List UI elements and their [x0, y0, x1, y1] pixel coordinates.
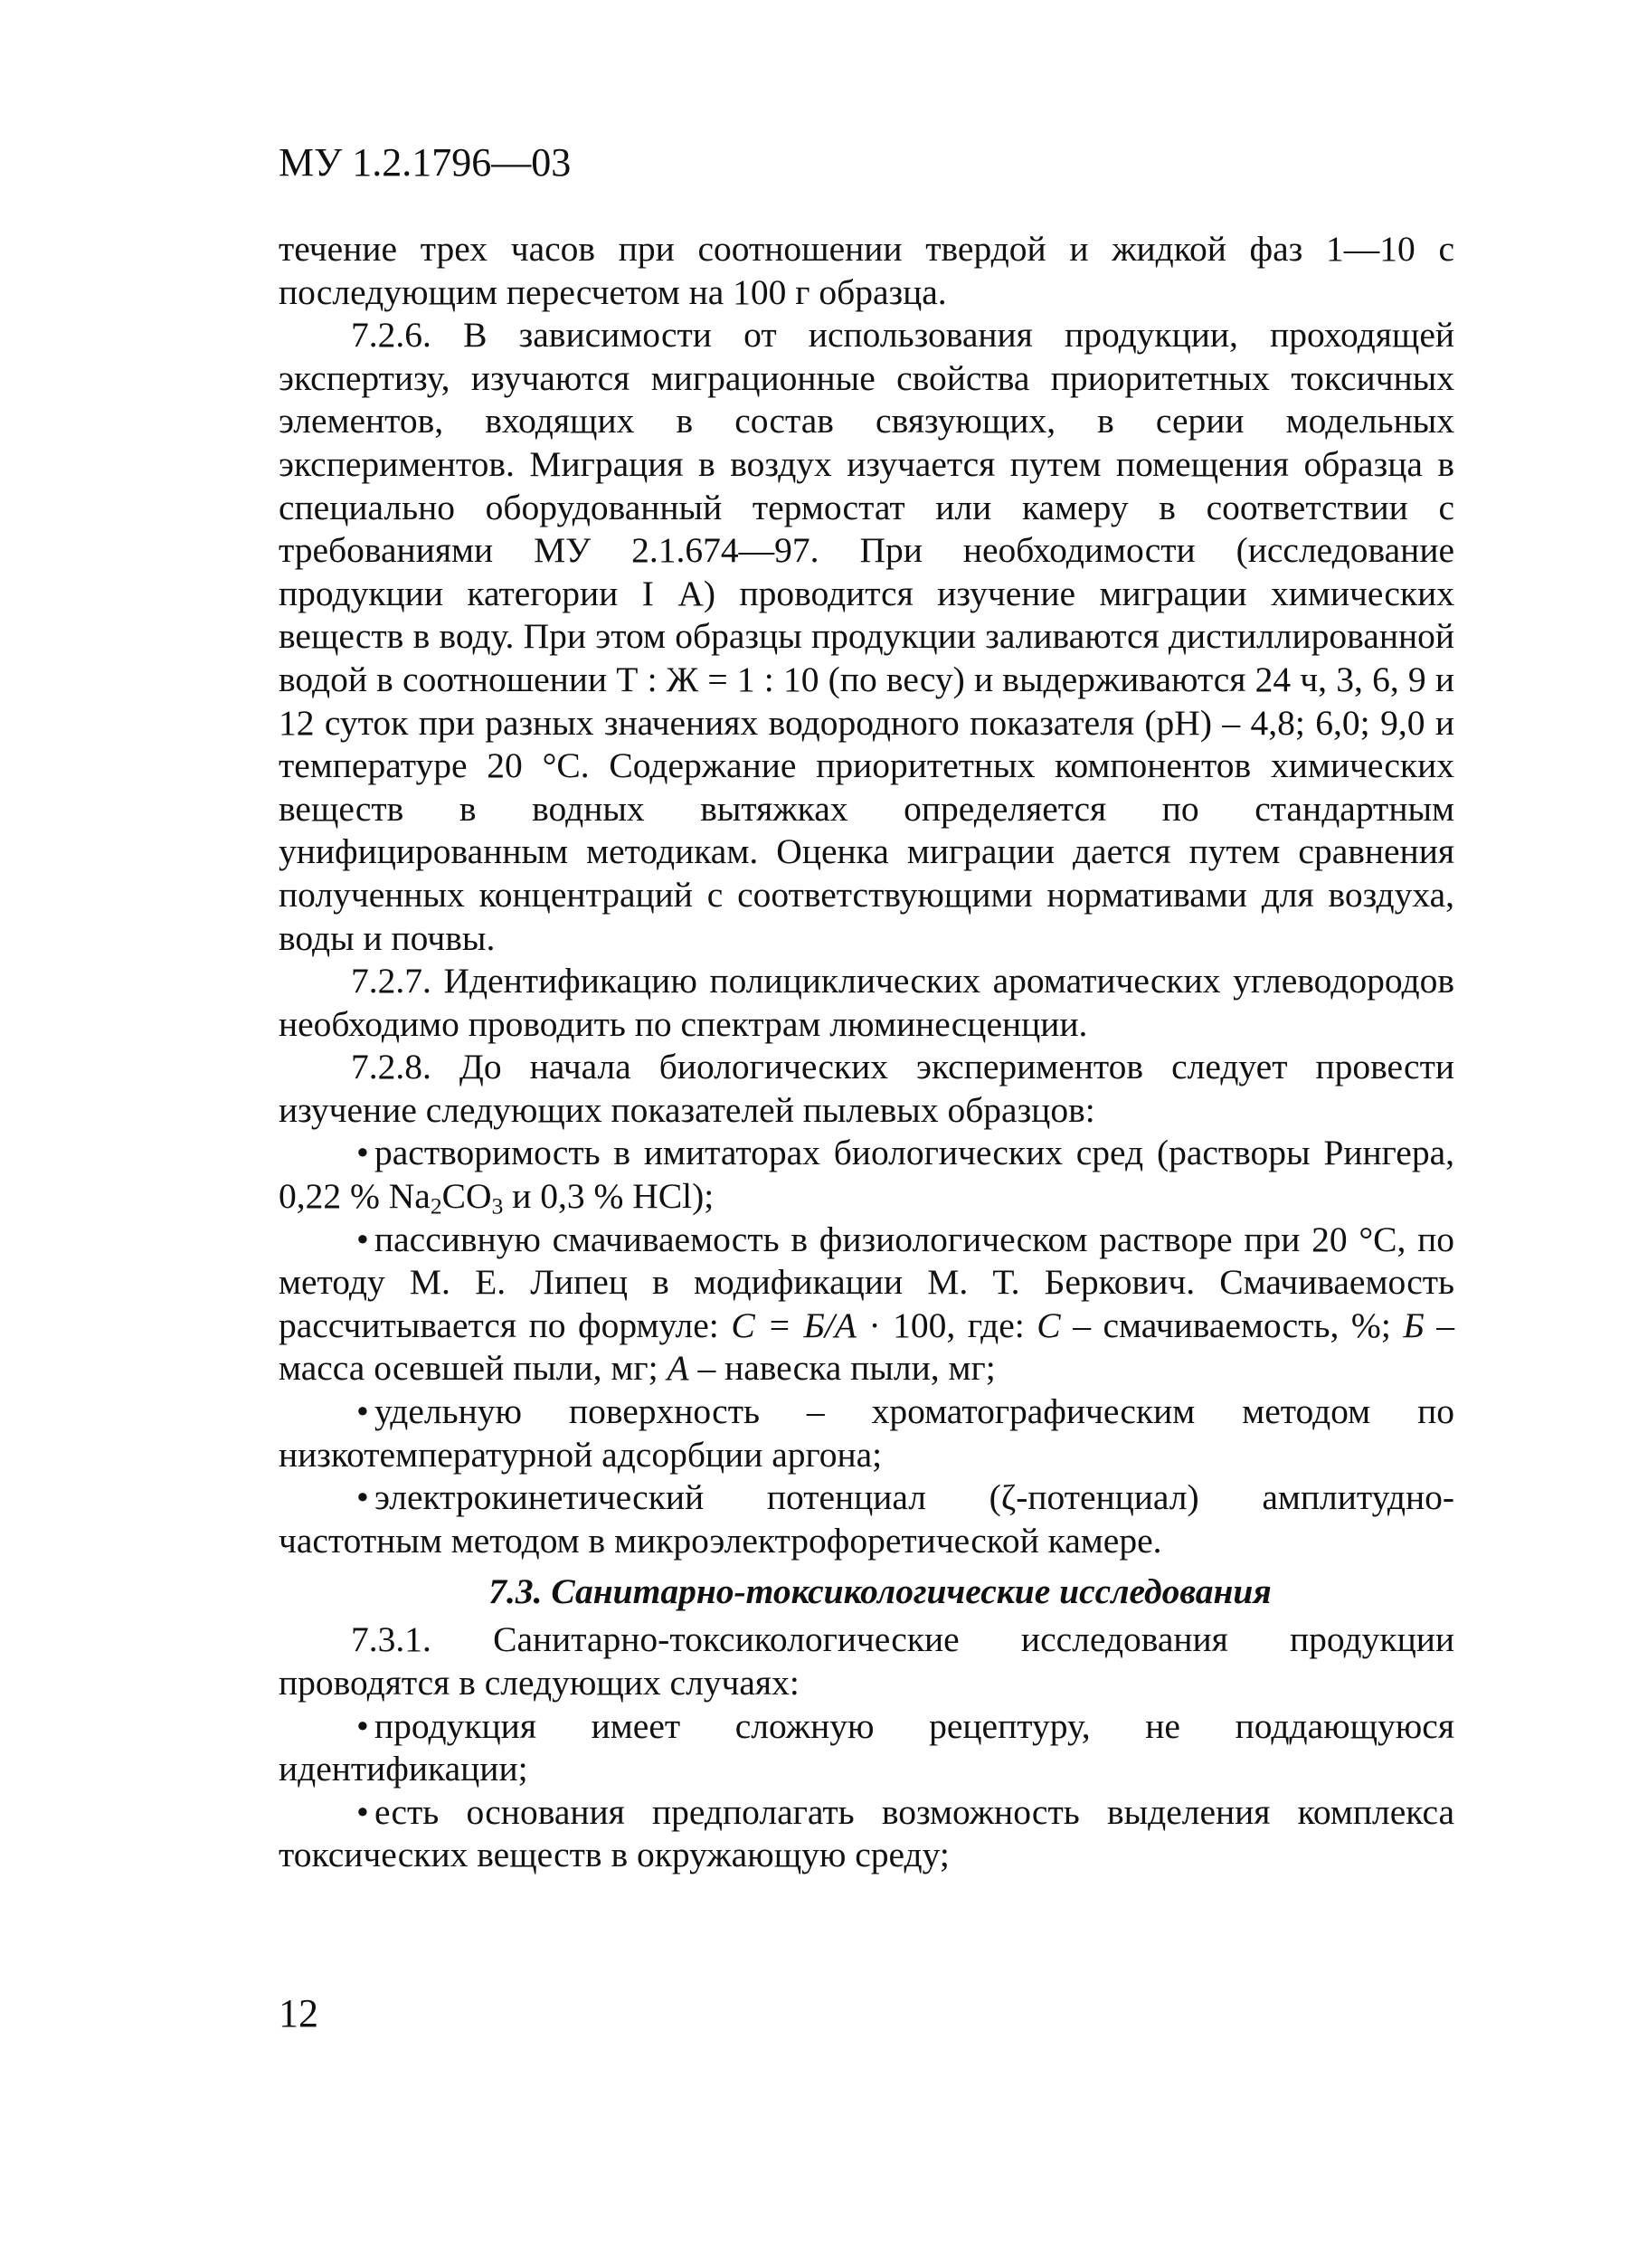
bullet-icon: • [356, 1391, 369, 1432]
bullet-item-surface-area: • удельную поверхность – хроматографическим методом по низкотемпературной адсорбции аргона; [279, 1391, 1454, 1475]
paragraph-7-2-8: 7.2.8. До начала биологических экспериментов следует провести изучение следующих показателей пылевых образцов: [279, 1047, 1454, 1130]
running-header-doc-code: МУ 1.2.1796—03 [279, 140, 572, 185]
paragraph-7-2-6: 7.2.6. В зависимости от использования продукции, проходящей экспертизу, изучаются миграционные свойства приоритетных токсичных элементов, входящих в состав связующих, в серии модельных экспериментов. Миграция в воздух изучается путем помещения образца в специально оборудованный термостат или камеру в соответствии с требованиями МУ 2.1.674—97. При необходимости (исследование продукции категории I А) проводится изучение миграции химических веществ в воду. При этом образцы продукции заливаются дистиллированной водой в соотношении Т : Ж = 1 : 10 (по весу) и выдерживаются 24 ч, 3, 6, 9 и 12 суток при разных значениях водородного показателя (pH) – 4,8; 6,0; 9,0 и температуре 20 °С. Содержание приоритетных компонентов химических веществ в водных вытяжках определяется по стандартным унифицированным методикам. Оценка миграции дается путем сравнения полученных концентраций с соответствующими нормативами для воздуха, воды и почвы. [279, 315, 1454, 958]
bullet-item-toxic-release: • есть основания предполагать возможность выделения комплекса токсических веществ в окружающую среду; [279, 1791, 1454, 1875]
bullet-icon: • [356, 1705, 369, 1746]
bullet-item-complex-recipe: • продукция имеет сложную рецептуру, не поддающуюся идентификации; [279, 1705, 1454, 1789]
section-heading-7-3: 7.3. Санитарно-токсикологические исследования [488, 1571, 1272, 1612]
paragraph-continuation: течение трех часов при соотношении твердой и жидкой фаз 1—10 с последующим пересчетом на 100 г образца. [279, 229, 1454, 312]
bullet-item-solubility: • растворимость в имитаторах биологических сред (растворы Рингера, 0,22 % $Na_2CO_3$ и 0,3 % HCl); [279, 1133, 1454, 1219]
bullet-item-zeta-potential: • электрокинетический потенциал (ζ-потенциал) амплитудно-частотным методом в микроэлектрофоретической камере. [279, 1477, 1454, 1561]
bullet-icon: • [356, 1477, 369, 1518]
bullet-icon: • [356, 1219, 369, 1259]
bullet-item-wettability: • пассивную смачиваемость в физиологическом растворе при 20 °С, по методу М. Е. Липец в модификации М. Т. Беркович. Смачиваемость рассчитывается по формуле: С = Б/А · 100, где: С – смачиваемость, %; Б – масса осевшей пыли, мг; А – навеска пыли, мг; [279, 1219, 1455, 1389]
body-text [279, 228, 1454, 1877]
bullet-icon: • [356, 1133, 369, 1173]
formula: С = Б/А [731, 1305, 857, 1345]
bullet-icon: • [356, 1791, 369, 1832]
paragraph-7-3-1: 7.3.1. Санитарно-токсикологические исследования продукции проводятся в следующих случаях: [279, 1619, 1454, 1703]
page-number: 12 [279, 1991, 318, 2036]
paragraph-7-2-7: 7.2.7. Идентификацию полициклических ароматических углеводородов необходимо проводить по спектрам люминесценции. [279, 961, 1454, 1044]
